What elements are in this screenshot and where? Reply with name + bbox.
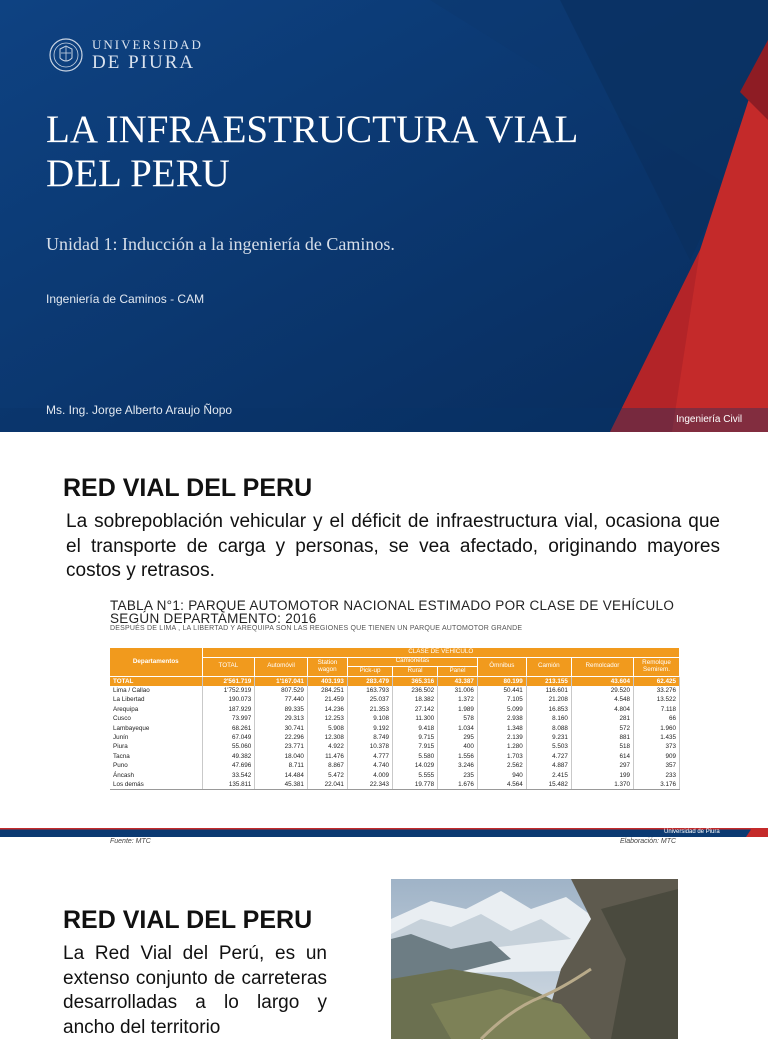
table-cell: 66 [634,714,680,723]
table-cell: 518 [571,742,633,751]
table-cell: 373 [634,742,680,751]
table-cell: 8.088 [526,724,571,733]
department-name-cell: Cusco [110,714,202,723]
table-cell: 5.472 [307,771,347,780]
department-tag: Ingeniería Civil [676,414,743,425]
department-name-cell: Áncash [110,771,202,780]
table-cell: 1.556 [438,752,478,761]
table-cell: 8.160 [526,714,571,723]
table-cell: 15.482 [526,780,571,790]
department-name-cell: Lima / Callao [110,686,202,695]
table-cell: 13.522 [634,695,680,704]
table-cell: 33.276 [634,686,680,695]
table-cell: 9.715 [393,733,438,742]
table-cell: 22.343 [347,780,392,790]
slide-body-text: La Red Vial del Perú, es un extenso conjunto de carreteras desarrolladas a lo largo y ancho del territorio [63,943,327,1039]
column-header-clase: CLASE DE VEHÍCULO [202,648,680,657]
table-cell: 940 [477,771,526,780]
table-row [110,780,680,790]
table-cell: 21.353 [347,705,392,714]
table-cell: 1.960 [634,724,680,733]
department-name-cell: Piura [110,742,202,751]
column-header: Panel [438,666,478,676]
column-header: Station wagon [307,657,347,676]
unit-subtitle: Unidad 1: Inducción a la ingeniería de Caminos. [46,234,395,254]
table-cell: 9.418 [393,724,438,733]
table-cell: 1.370 [571,780,633,790]
table-cell: 7.105 [477,695,526,704]
table-cell: 1'752.919 [202,686,255,695]
column-header: Automóvil [255,657,308,676]
department-name-cell: Lambayeque [110,724,202,733]
table-cell: 283.479 [347,676,392,686]
table-cell: 18.382 [393,695,438,704]
author-name: Ms. Ing. Jorge Alberto Araujo Ñopo [46,403,233,417]
department-name-cell: Junín [110,733,202,742]
table-cell: 22.041 [307,780,347,790]
table-cell: 5.555 [393,771,438,780]
table-cell: 21.459 [307,695,347,704]
university-logo [48,34,203,76]
table-cell: 3.176 [634,780,680,790]
table-elaboration: Elaboración: MTC [620,838,677,845]
table-cell: 5.908 [307,724,347,733]
table-cell: 578 [438,714,478,723]
mountain-road-photo [391,879,678,1039]
table-cell: 365.316 [393,676,438,686]
column-header: Remolcador [571,657,633,676]
table-cell: 7.118 [634,705,680,714]
table-cell: TOTAL [110,676,202,686]
table-row [110,695,680,704]
table-cell: 12.253 [307,714,347,723]
table-cell: 4.887 [526,761,571,770]
table-cell: 4.804 [571,705,633,714]
table-subtitle: DESPUÉS DE LIMA , LA LIBERTAD Y AREQUIPA SON LAS REGIONES QUE TIENEN UN PARQUE AUTOMOTOR GRANDE [110,625,523,632]
table-cell: 16.853 [526,705,571,714]
table-cell: 2.139 [477,733,526,742]
table-cell: 14.236 [307,705,347,714]
table-cell: 2.415 [526,771,571,780]
table-cell: 49.382 [202,752,255,761]
column-header: Rural [393,666,438,676]
table-cell: 235 [438,771,478,780]
table-cell: 50.441 [477,686,526,695]
table-cell: 1.034 [438,724,478,733]
slide-body-text: La sobrepoblación vehicular y el déficit de infraestructura vial, ocasiona que el transporte de carga y personas, se vea afectado, originando mayores costos y retrasos. [66,511,720,582]
table-cell: 4.564 [477,780,526,790]
slide-heading: RED VIAL DEL PERU [63,906,313,934]
table-cell: 5.503 [526,742,571,751]
logo-text-line1: UNIVERSIDAD [92,37,203,52]
column-header-departamentos: Departamentos [110,648,202,676]
column-header: Remolque Semirem. [634,657,680,676]
presentation-title: LA INFRAESTRUCTURA VIAL DEL PERU [46,108,577,196]
table-cell: 2'561.719 [202,676,255,686]
table-cell: 297 [571,761,633,770]
column-header: TOTAL [202,657,255,676]
table-cell: 21.208 [526,695,571,704]
table-cell: 55.060 [202,742,255,751]
table-cell: 25.037 [347,695,392,704]
table-cell: 163.793 [347,686,392,695]
table-cell: 19.778 [393,780,438,790]
table-cell: 357 [634,761,680,770]
table-row [110,752,680,761]
vehicle-fleet-table [110,648,680,790]
table-cell: 614 [571,752,633,761]
road-network-slide [0,864,768,1039]
table-cell: 11.300 [393,714,438,723]
table-cell: 7.915 [393,742,438,751]
table-cell: 4.009 [347,771,392,780]
column-header: Camión [526,657,571,676]
table-cell: 1.435 [634,733,680,742]
table-cell: 9.108 [347,714,392,723]
table-title [110,600,674,626]
table-cell: 116.601 [526,686,571,695]
table-source: Fuente: MTC [110,838,151,845]
table-cell: 403.193 [307,676,347,686]
department-name-cell: Tacna [110,752,202,761]
table-cell: 29.520 [571,686,633,695]
university-seal-icon [48,34,84,76]
table-cell: 5.580 [393,752,438,761]
table-cell: 9.192 [347,724,392,733]
table-cell: 909 [634,752,680,761]
table-row [110,742,680,751]
table-total-row [110,676,680,686]
table-cell: 33.542 [202,771,255,780]
table-cell: 43.604 [571,676,633,686]
table-cell: 5.099 [477,705,526,714]
table-cell: 8.711 [255,761,308,770]
column-header-camionetas: Camionetas [347,657,477,666]
table-cell: 14.484 [255,771,308,780]
table-cell: 67.049 [202,733,255,742]
table-cell: 4.727 [526,752,571,761]
table-cell: 2.938 [477,714,526,723]
table-cell: 80.199 [477,676,526,686]
table-cell: 27.142 [393,705,438,714]
table-cell: 73.997 [202,714,255,723]
slide-heading: RED VIAL DEL PERU [63,474,313,502]
table-cell: 4.777 [347,752,392,761]
table-cell: 9.231 [526,733,571,742]
footer-university-tag: Universidad de Piura [664,829,720,835]
table-cell: 881 [571,733,633,742]
table-cell: 47.696 [202,761,255,770]
table-cell: 135.811 [202,780,255,790]
table-cell: 8.749 [347,733,392,742]
table-cell: 4.922 [307,742,347,751]
table-cell: 281 [571,714,633,723]
table-cell: 1.280 [477,742,526,751]
table-cell: 89.335 [255,705,308,714]
table-cell: 22.296 [255,733,308,742]
table-cell: 4.740 [347,761,392,770]
table-title-line2: SEGÚN DEPARTAMENTO: 2016 [110,610,317,626]
table-cell: 14.029 [393,761,438,770]
table-cell: 199 [571,771,633,780]
table-cell: 45.381 [255,780,308,790]
logo-text-line2: DE PIURA [92,52,196,73]
table-cell: 213.155 [526,676,571,686]
table-cell: 807.529 [255,686,308,695]
table-cell: 400 [438,742,478,751]
table-cell: 233 [634,771,680,780]
table-cell: 1.989 [438,705,478,714]
table-cell: 23.771 [255,742,308,751]
table-cell: 12.308 [307,733,347,742]
table-cell: 1.676 [438,780,478,790]
table-cell: 295 [438,733,478,742]
table-cell: 43.387 [438,676,478,686]
table-cell: 77.440 [255,695,308,704]
table-cell: 10.378 [347,742,392,751]
table-cell: 1.348 [477,724,526,733]
table-cell: 284.251 [307,686,347,695]
table-row [110,686,680,695]
table-cell: 572 [571,724,633,733]
table-row [110,705,680,714]
slide-footer-bar [0,828,768,837]
department-name-cell: La Libertad [110,695,202,704]
table-cell: 18.040 [255,752,308,761]
title-slide [0,0,768,432]
table-row [110,714,680,723]
table-row [110,771,680,780]
table-row [110,724,680,733]
table-title-line1: TABLA N°1: PARQUE AUTOMOTOR NACIONAL ESTIMADO POR CLASE DE VEHÍCULO [110,598,675,613]
table-cell: 31.006 [438,686,478,695]
table-cell: 1.372 [438,695,478,704]
department-name-cell: Puno [110,761,202,770]
table-cell: 8.867 [307,761,347,770]
department-name-cell: Arequipa [110,705,202,714]
course-name: Ingeniería de Caminos - CAM [46,292,205,306]
table-cell: 236.502 [393,686,438,695]
table-cell: 68.261 [202,724,255,733]
table-cell: 1'167.041 [255,676,308,686]
table-cell: 1.703 [477,752,526,761]
table-slide [0,432,768,864]
table-cell: 4.548 [571,695,633,704]
table-cell: 30.741 [255,724,308,733]
table-cell: 187.929 [202,705,255,714]
table-cell: 29.313 [255,714,308,723]
table-cell: 3.246 [438,761,478,770]
table-cell: 62.425 [634,676,680,686]
table-row [110,761,680,770]
column-header: Ómnibus [477,657,526,676]
table-cell: 11.476 [307,752,347,761]
column-header: Pick-up [347,666,392,676]
table-cell: 2.562 [477,761,526,770]
table-row [110,733,680,742]
department-name-cell: Los demás [110,780,202,790]
table-cell: 190.073 [202,695,255,704]
